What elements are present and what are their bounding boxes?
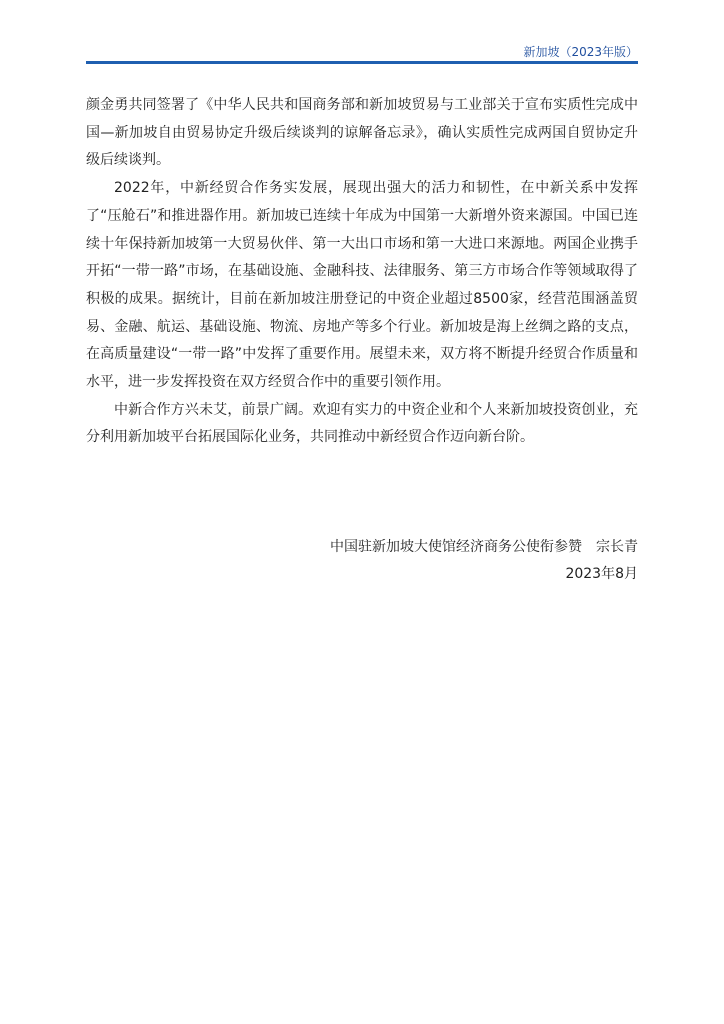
paragraph-trade-2022: 2022年，中新经贸合作务实发展，展现出强大的活力和韧性，在中新关系中发挥了“压舱石”和推进器作用。新加坡已连续十年成为中国第一大新增外资来源国。中国已连续十年保持新加坡第一大贸易伙伴、第一大出口市场和第一大进口来源地。两国企业携手开拓“一带一路”市场，在基础设施、金融科技、法律服务、第三方市场合作等领域取得了积极的成果。据统计，目前在新加坡注册登记的中资企业超过8500家，经营范围涵盖贸易、金融、航运、基础设施、物流、房地产等多个行业。新加坡是海上丝绸之路的支点，在高质量建设“一带一路”中发挥了重要作用。展望未来，双方将不断提升经贸合作质量和水平，进一步发挥投资在双方经贸合作中的重要引领作用。 [86,180,638,391]
header-rule [86,61,638,64]
running-header [86,40,638,62]
body-text [86,92,638,452]
header-title: 新加坡（2023年版） [523,45,638,59]
signature-block [330,534,638,588]
paragraph-continuation: 颜金勇共同签署了《中华人民共和国商务部和新加坡贸易与工业部关于宣布实质性完成中国—新加坡自由贸易协定升级后续谈判的谅解备忘录》，确认实质性完成两国自贸协定升级后续谈判。 [86,97,638,169]
signature-author: 中国驻新加坡大使馆经济商务公使衔参赞 宗长青 [330,539,638,555]
paragraph-outlook: 中新合作方兴未艾，前景广阔。欢迎有实力的中资企业和个人来新加坡投资创业，充分利用新加坡平台拓展国际化业务，共同推动中新经贸合作迈向新台阶。 [86,401,638,446]
signature-date: 2023年8月 [565,566,638,582]
